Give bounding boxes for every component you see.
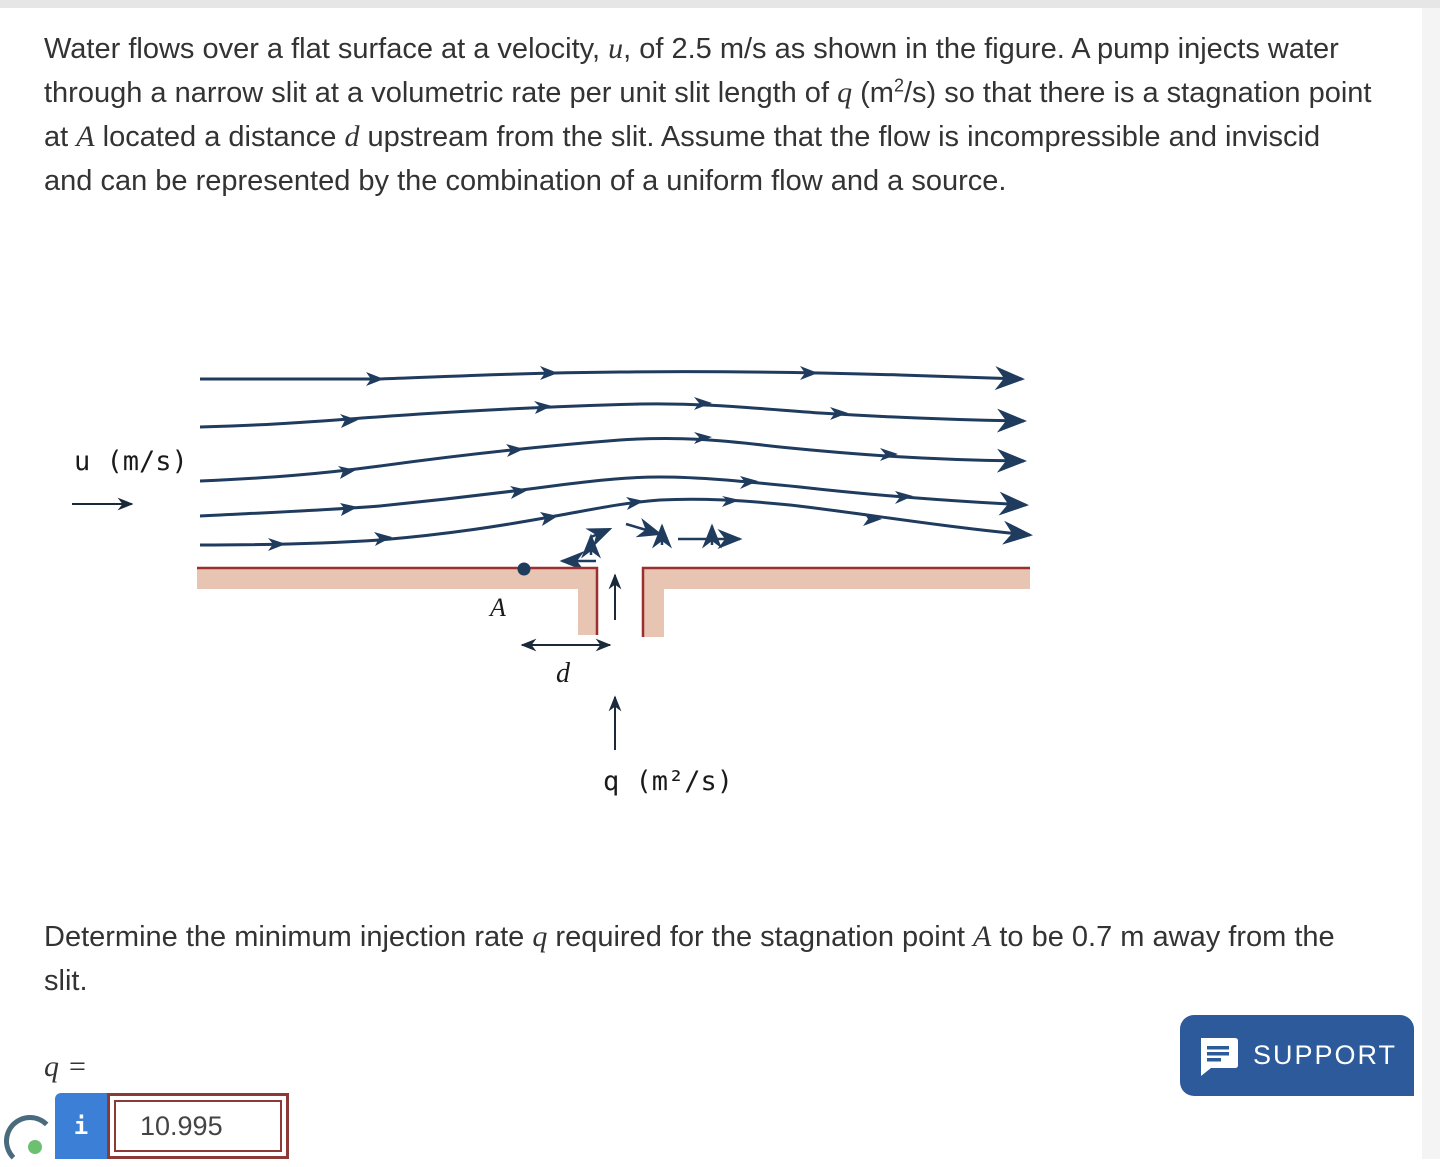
- curl-arrow-1: [591, 529, 610, 537]
- curl-arrow-2: [626, 524, 660, 534]
- u-label: u (m/s): [74, 446, 188, 477]
- problem-text-4: /s) so that there is a stagnation point at: [44, 77, 1372, 153]
- streamline-2: [200, 404, 1024, 427]
- var-a: A: [76, 120, 95, 153]
- local-flow-arrows: [562, 524, 740, 561]
- status-dot: [28, 1140, 42, 1154]
- question-var-q: q: [532, 920, 548, 953]
- problem-text-3: (m: [852, 77, 894, 109]
- var-q: q: [837, 76, 853, 109]
- top-bar: [0, 0, 1440, 8]
- support-label: SUPPORT: [1252, 1040, 1398, 1070]
- chat-bubble-icon: [1197, 1035, 1239, 1077]
- stagnation-point-a: [518, 563, 531, 576]
- problem-statement: [44, 27, 1374, 203]
- streamlines: [200, 372, 1030, 545]
- question-text-1: Determine the minimum injection rate: [44, 921, 533, 953]
- a-label: A: [490, 593, 506, 622]
- scrollbar-track[interactable]: [1422, 8, 1440, 1159]
- superscript-2: 2: [893, 75, 904, 96]
- answer-label: [44, 1050, 86, 1084]
- q-label: q (m²/s): [603, 766, 734, 797]
- problem-text-5: located a distance: [94, 121, 345, 153]
- streamline-3: [200, 438, 1024, 481]
- var-d: d: [344, 120, 360, 153]
- problem-text-6: upstream from the slit. Assume that the flow is incompressible and inviscid and can be represented by the combination of a uniform flow and a source.: [44, 121, 1321, 197]
- answer-var-q: q: [44, 1050, 59, 1083]
- problem-text-2: , of 2.5 m/s as shown in the figure. A pump injects water through a narrow slit at a volumetric rate per unit slit length of: [44, 33, 1339, 109]
- question-text-2: required for the stagnation point: [547, 921, 973, 953]
- info-icon[interactable]: i: [55, 1093, 107, 1159]
- streamline-arrowheads: [268, 366, 913, 551]
- flat-surface: [197, 568, 1030, 637]
- support-button[interactable]: [1180, 1015, 1414, 1096]
- question-text-3: to be 0.7 m away from the slit.: [44, 921, 1335, 997]
- answer-input[interactable]: [114, 1100, 282, 1152]
- question-var-a: A: [972, 920, 992, 953]
- streamline-1: [200, 372, 1022, 379]
- equals-sign: =: [69, 1050, 86, 1083]
- question-statement: [44, 915, 1374, 1003]
- flow-figure: [0, 340, 1100, 820]
- streamline-5: [200, 499, 1030, 545]
- var-u: u: [608, 32, 624, 65]
- problem-text-1: Water flows over a flat surface at a velocity,: [44, 33, 609, 65]
- d-label: d: [556, 658, 570, 689]
- answer-box: [107, 1093, 289, 1159]
